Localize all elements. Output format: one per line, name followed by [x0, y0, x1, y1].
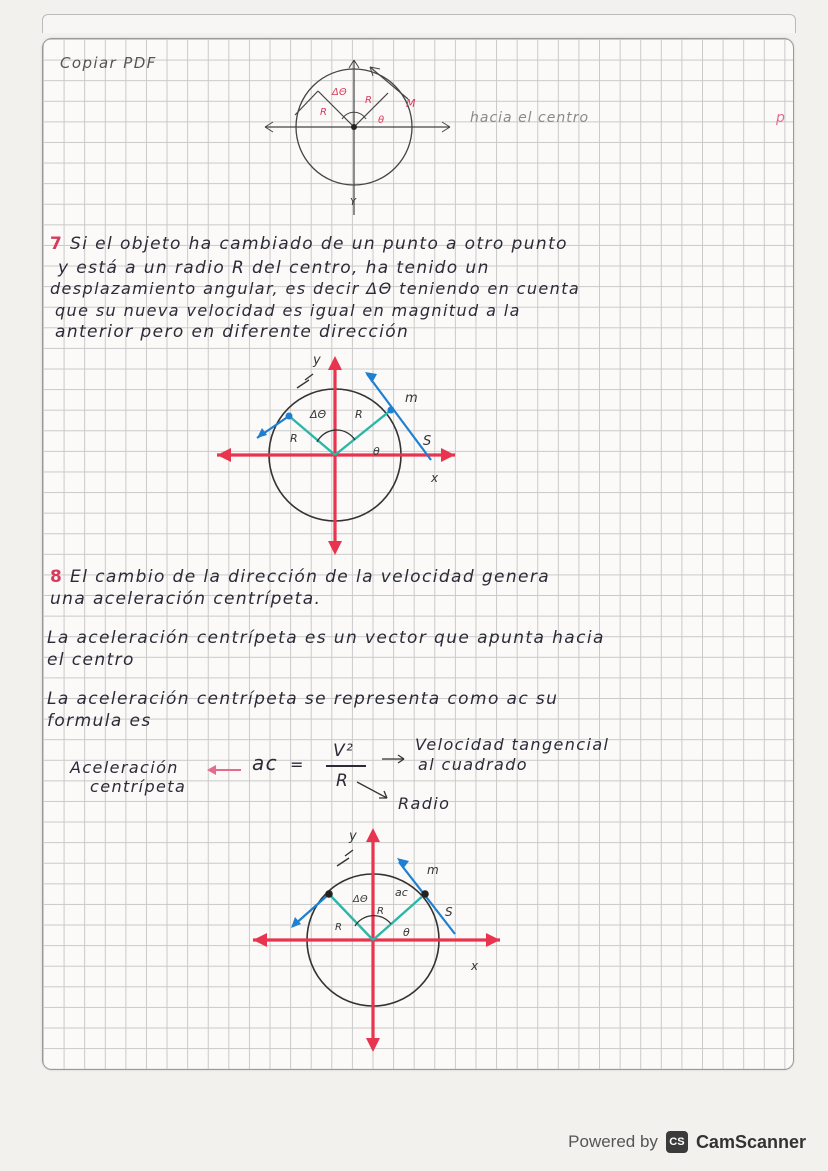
velocity-1-arrow	[257, 428, 267, 438]
paragraph-8-number: 8	[50, 567, 64, 587]
velocity-1-arrow	[291, 917, 301, 928]
label-s: S	[445, 905, 453, 919]
powered-by-text: Powered by	[568, 1132, 658, 1151]
paragraph-7-line-3: desplazamiento angular, es decir ΔΘ teniendo en cuenta	[50, 279, 581, 298]
velocity-2-arrow	[365, 372, 377, 383]
label-theta: θ	[403, 926, 410, 939]
formula-numerator: V²	[333, 741, 355, 761]
arrow-to-velocity-note	[380, 752, 410, 766]
formula-label-line-2: centrípeta	[90, 777, 187, 796]
label-r1: R	[335, 922, 342, 933]
label-x: x	[471, 959, 479, 973]
arrow-to-radio-note	[355, 780, 395, 804]
formula-denominator: R	[336, 771, 350, 791]
paragraph-7-number: 7	[50, 234, 64, 254]
label-x: x	[431, 471, 439, 485]
center-dot	[351, 124, 357, 130]
camscanner-footer	[568, 1131, 806, 1153]
label-ac: ac	[395, 886, 408, 899]
label-r2: R	[355, 408, 363, 421]
paragraph-7-line-5: anterior pero en diferente dirección	[55, 322, 410, 342]
displacement-marks	[337, 850, 353, 866]
point-2	[421, 890, 429, 898]
label-y: y	[349, 829, 357, 844]
header-note: Copiar PDF	[60, 54, 157, 72]
paragraph-formula-line-2: formula es	[47, 711, 152, 731]
paragraph-vector-line-2: el centro	[47, 650, 135, 670]
bleed-through-p: p	[776, 110, 786, 126]
paragraph-8-line-1	[50, 566, 550, 588]
paragraph-7-text-1: Si el objeto ha cambiado de un punto a otro punto	[70, 234, 568, 254]
label-y: Y	[350, 197, 357, 208]
label-r1: R	[290, 432, 298, 445]
scan-top-strip	[42, 14, 796, 33]
velocity-2	[370, 67, 408, 99]
label-m: M	[406, 97, 416, 110]
diagram-1	[250, 55, 480, 225]
point-1	[325, 890, 333, 898]
paragraph-7-line-1	[50, 233, 568, 255]
formula-note-r: Radio	[398, 794, 451, 813]
label-s: S	[423, 434, 432, 449]
formula-equals: =	[290, 755, 305, 774]
paragraph-8-text-1: El cambio de la dirección de la velocidad genera	[70, 567, 551, 587]
camscanner-logo-icon: CS	[666, 1131, 688, 1153]
label-delta-theta: ΔΘ	[353, 894, 368, 905]
formula-label-line-1: Aceleración	[70, 758, 179, 777]
bleed-through-text: hacia el centro	[470, 110, 590, 126]
formula-note-v-line-2: al cuadrado	[418, 755, 528, 774]
paragraph-formula-line-1: La aceleración centrípeta se representa como ac su	[47, 689, 559, 709]
paragraph-8-line-2: una aceleración centrípeta.	[50, 589, 322, 609]
fraction-bar	[326, 765, 366, 767]
radius-2	[335, 410, 391, 455]
label-theta: θ	[378, 115, 385, 126]
label-r1: R	[320, 107, 327, 118]
label-theta: θ	[373, 445, 380, 458]
point-2	[388, 407, 395, 414]
label-r2: R	[365, 95, 372, 106]
formula-lhs: ac	[252, 751, 279, 775]
point-1	[286, 413, 293, 420]
label-y: y	[313, 353, 321, 368]
pink-arrow-left	[205, 762, 245, 778]
paragraph-7-line-2: y está a un radio R del centro, ha tenido un	[58, 258, 490, 278]
label-r2: R	[377, 906, 384, 917]
label-m: m	[405, 391, 418, 406]
formula-note-v-line-1: Velocidad tangencial	[415, 735, 610, 754]
paragraph-7-line-4: que su nueva velocidad es igual en magnitud a la	[55, 301, 521, 320]
diagram-2	[205, 350, 475, 560]
diagram-3	[245, 822, 515, 1057]
label-m: m	[427, 863, 439, 877]
camscanner-brand: CamScanner	[695, 1131, 806, 1152]
label-delta-theta: ΔΘ	[310, 408, 327, 421]
displacement-marks	[297, 374, 313, 388]
label-delta-theta: ΔΘ	[332, 87, 347, 98]
paragraph-vector-line-1: La aceleración centrípeta es un vector que apunta hacia	[47, 628, 605, 648]
